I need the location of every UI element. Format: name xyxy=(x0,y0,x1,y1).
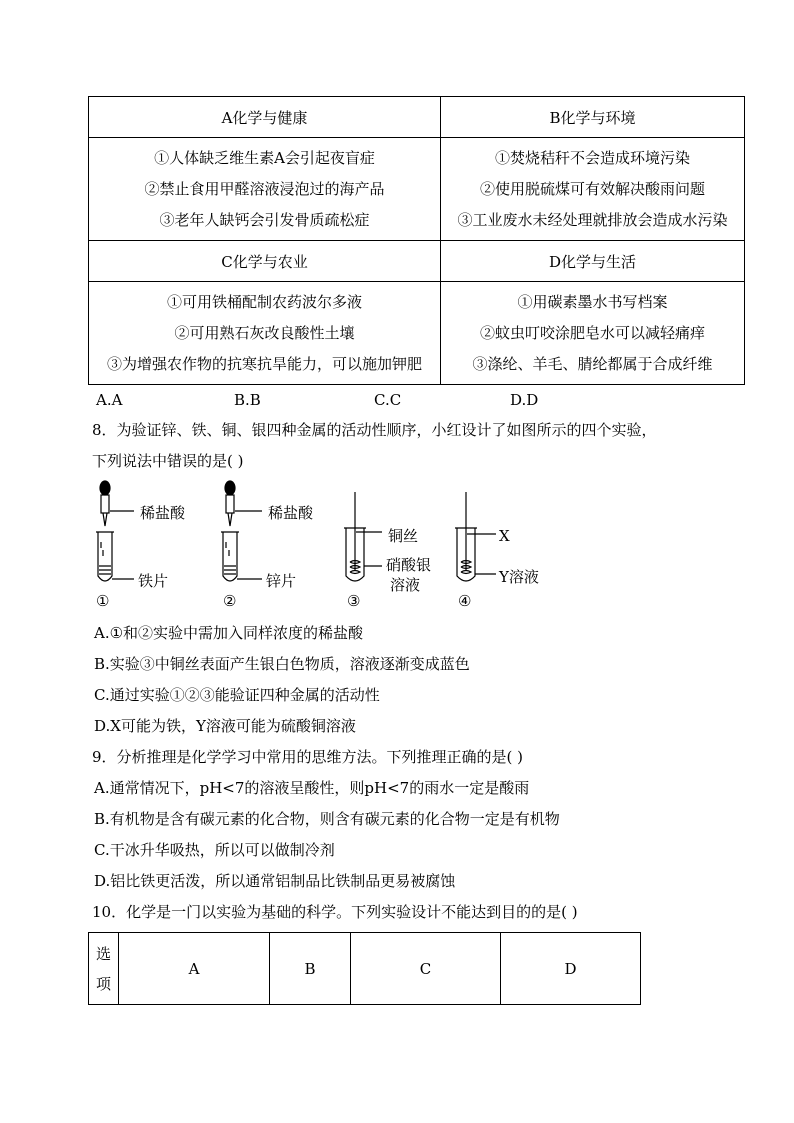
q7-cell-c-title: C化学与农业 xyxy=(89,241,441,282)
q9-option-a[interactable]: A.通常情况下，pH<7的溶液呈酸性，则pH<7的雨水一定是酸雨 xyxy=(94,779,530,797)
exp3-number: ③ xyxy=(347,592,361,610)
exp4-solution-label: Y溶液 xyxy=(499,568,539,586)
q7-c-item-1: ①可用铁桶配制农药波尔多液 xyxy=(166,292,362,311)
q10-header-d: D xyxy=(501,933,641,1005)
q10-header-option xyxy=(89,933,119,1005)
q10-header-option-line-1: 选 xyxy=(95,944,111,963)
q7-cell-d-title: D化学与生活 xyxy=(441,241,745,282)
q9-stem: 9．分析推理是化学学习中常用的思维方法。下列推理正确的是( ) xyxy=(92,748,524,766)
q7-b-item-3: ③工业废水未经处理就排放会造成水污染 xyxy=(457,210,728,229)
q7-c-item-2: ②可用熟石灰改良酸性土壤 xyxy=(174,323,355,342)
q8-stem-line-2: 下列说法中错误的是( ) xyxy=(92,452,244,470)
exp2-metal-label: 锌片 xyxy=(266,572,297,590)
q7-table xyxy=(88,96,745,385)
exp2-reagent-label: 稀盐酸 xyxy=(268,504,314,522)
q7-cell-a-body xyxy=(89,138,441,241)
q8-apparatus-drawing xyxy=(90,478,550,618)
exp1-metal-label: 铁片 xyxy=(138,572,169,590)
q10-header-c: C xyxy=(351,933,501,1005)
exp2-number: ② xyxy=(223,592,237,610)
exp4-number: ④ xyxy=(458,592,472,610)
q7-cell-b-title: B化学与环境 xyxy=(441,97,745,138)
exp3-wire-label: 铜丝 xyxy=(388,527,419,545)
q7-a-item-1: ①人体缺乏维生素A会引起夜盲症 xyxy=(154,148,375,167)
q7-cell-b-body xyxy=(441,138,745,241)
q10-stem: 10．化学是一门以实验为基础的科学。下列实验设计不能达到目的的是( ) xyxy=(92,903,578,921)
q8-option-b[interactable]: B.实验③中铜丝表面产生银白色物质，溶液逐渐变成蓝色 xyxy=(94,655,470,673)
q7-cell-d-body xyxy=(441,282,745,385)
q7-d-item-1: ①用碳素墨水书写档案 xyxy=(517,292,668,311)
q7-option-a[interactable]: A.A xyxy=(96,391,123,409)
q7-option-b[interactable]: B.B xyxy=(234,391,261,409)
q9-option-b[interactable]: B.有机物是含有碳元素的化合物，则含有碳元素的化合物一定是有机物 xyxy=(94,810,560,828)
exp3-solution-label-2: 溶液 xyxy=(390,576,421,594)
q8-option-d[interactable]: D.X可能为铁，Y溶液可能为硫酸铜溶液 xyxy=(94,717,356,735)
exp3-solution-label-1: 硝酸银 xyxy=(386,556,432,574)
q7-d-item-2: ②蚊虫叮咬涂肥皂水可以减轻痛痒 xyxy=(479,323,705,342)
q7-option-c[interactable]: C.C xyxy=(374,391,402,409)
q7-a-item-3: ③老年人缺钙会引发骨质疏松症 xyxy=(159,210,370,229)
exp4-wire-label: X xyxy=(499,527,510,545)
q7-cell-a-title: A化学与健康 xyxy=(89,97,441,138)
q8-option-a[interactable]: A.①和②实验中需加入同样浓度的稀盐酸 xyxy=(94,624,364,642)
q8-stem-line-1: 8．为验证锌、铁、铜、银四种金属的活动性顺序，小红设计了如图所示的四个实验， xyxy=(92,421,657,439)
q10-header-a: A xyxy=(119,933,270,1005)
q9-option-d[interactable]: D.铝比铁更活泼，所以通常铝制品比铁制品更易被腐蚀 xyxy=(94,872,456,890)
q7-option-d[interactable]: D.D xyxy=(510,391,539,409)
q10-table xyxy=(88,932,641,1005)
q10-header-b: B xyxy=(270,933,351,1005)
q7-cell-c-body xyxy=(89,282,441,385)
q7-d-item-3: ③涤纶、羊毛、腈纶都属于合成纤维 xyxy=(472,354,713,373)
q10-header-option-line-2: 项 xyxy=(95,974,111,993)
q7-c-item-3: ③为增强农作物的抗寒抗旱能力，可以施加钾肥 xyxy=(106,354,422,373)
q8-figure xyxy=(90,478,550,618)
q8-option-c[interactable]: C.通过实验①②③能验证四种金属的活动性 xyxy=(94,686,380,704)
exp1-reagent-label: 稀盐酸 xyxy=(140,504,186,522)
q7-b-item-1: ①焚烧秸秆不会造成环境污染 xyxy=(494,148,690,167)
q7-a-item-2: ②禁止食用甲醛溶液浸泡过的海产品 xyxy=(144,179,385,198)
exp1-number: ① xyxy=(96,592,110,610)
q9-option-c[interactable]: C.干冰升华吸热，所以可以做制冷剂 xyxy=(94,841,335,859)
q7-b-item-2: ②使用脱硫煤可有效解决酸雨问题 xyxy=(479,179,705,198)
